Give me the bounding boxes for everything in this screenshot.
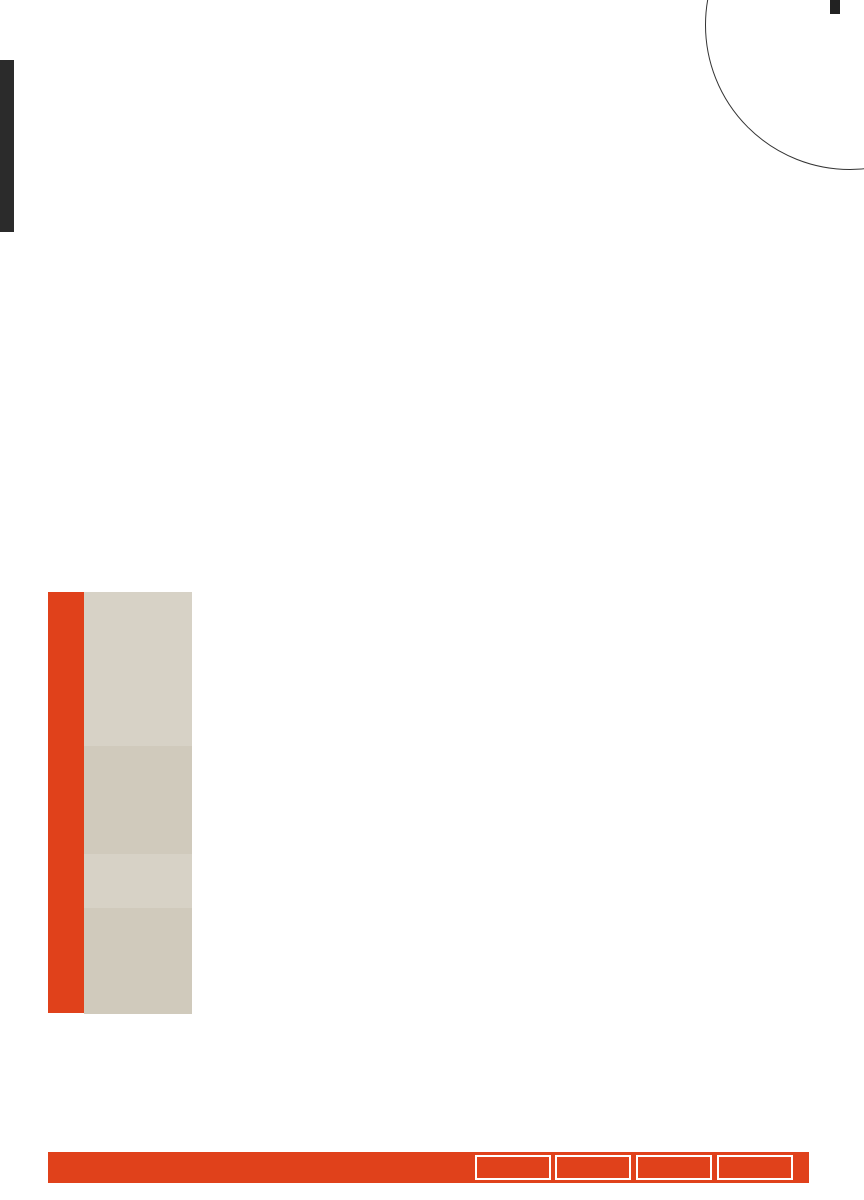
total-row [48,1152,809,1183]
intro-text [50,258,786,268]
total-label [48,1152,478,1183]
total-year-3 [636,1155,712,1180]
group-linguistico-comunicativa [84,592,192,746]
total-year-4 [717,1155,793,1180]
left-decorative-bar [0,60,14,232]
group-storico-sociale [84,746,192,854]
corner-mark [830,0,840,14]
years-circle [705,0,864,170]
group-tecnico-scientifica [84,908,192,1014]
area-band [48,592,84,1013]
total-year-2 [555,1155,631,1180]
group-logico-matematica [84,854,192,908]
total-year-1 [475,1155,551,1180]
